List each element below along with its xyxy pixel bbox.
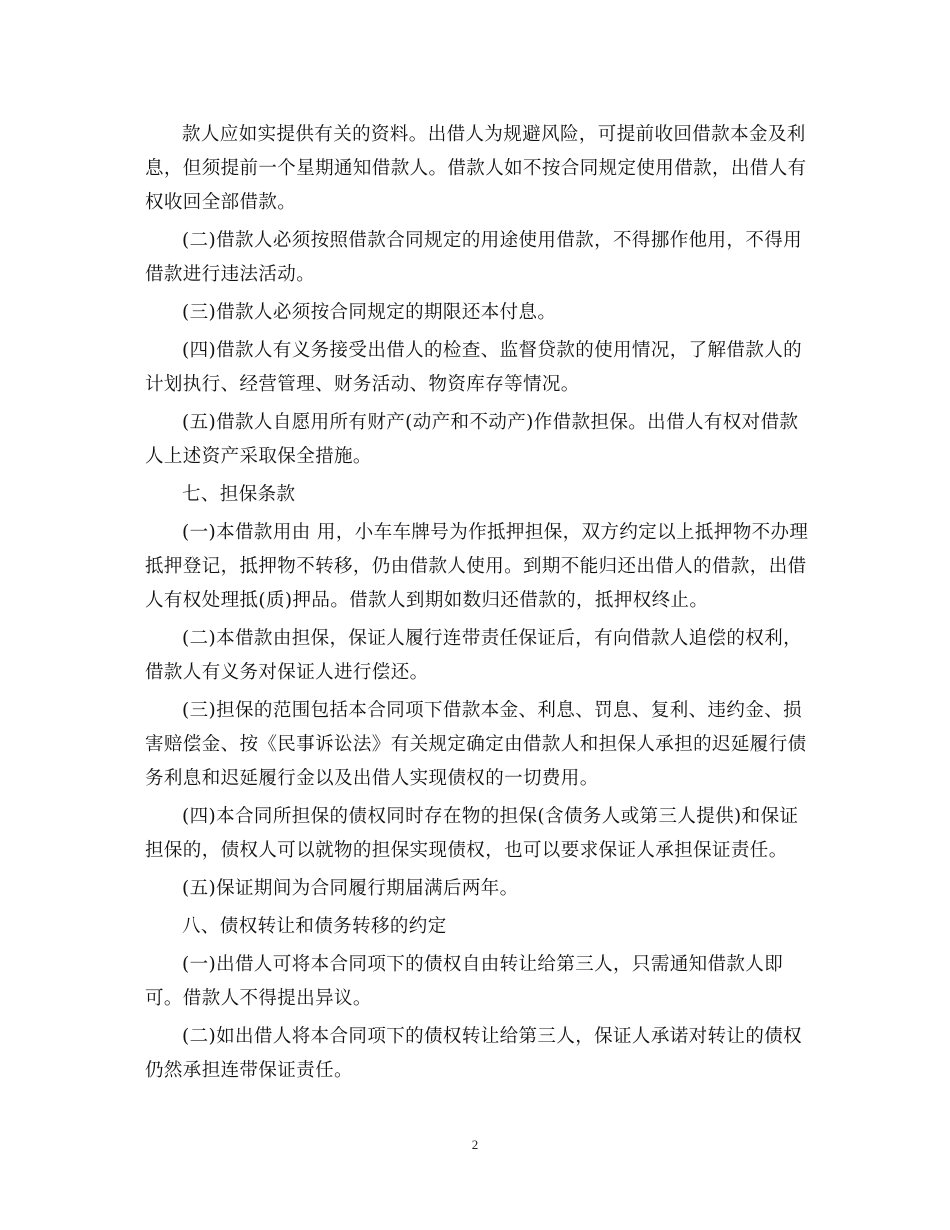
paragraph: (四)本合同所担保的债权同时存在物的担保(含债务人或第三人提供)和保证担保的，债权人可以就物的担保实现债权，也可以要求保证人承担保证责任。 bbox=[145, 806, 799, 861]
paragraph: (二)如出借人将本合同项下的债权转让给第三人，保证人承诺对转让的债权仍然承担连带保证责任。 bbox=[145, 1026, 803, 1081]
paragraph: (一)本借款用由 用，小车车牌号为作抵押担保，双方约定以上抵押物不办理抵押登记，抵押物不转移，仍由借款人使用。到期不能归还出借人的借款，出借人有权处理抵(质)押品。借款人到期如数归还借款的，抵押权终止。 bbox=[145, 522, 809, 611]
paragraph: (五)保证期间为合同履行期届满后两年。 bbox=[182, 878, 519, 899]
paragraph: (五)借款人自愿用所有财产(动产和不动产)作借款担保。出借人有权对借款人上述资产采取保全措施。 bbox=[145, 412, 799, 467]
page-number: 2 bbox=[471, 1137, 479, 1152]
paragraph: (二)本借款由担保，保证人履行连带责任保证后，有向借款人追偿的权利，借款人有义务对保证人进行偿还。 bbox=[145, 628, 803, 683]
paragraph: (一)出借人可将本合同项下的债权自由转让给第三人，只需通知借款人即可。借款人不得提出异议。 bbox=[145, 954, 784, 1009]
paragraph: (四)借款人有义务接受出借人的检查、监督贷款的使用情况，了解借款人的计划执行、经营管理、财务活动、物资库存等情况。 bbox=[145, 340, 803, 395]
document-body bbox=[145, 118, 810, 1092]
paragraph: (三)借款人必须按合同规定的期限还本付息。 bbox=[182, 302, 557, 323]
paragraph: (二)借款人必须按照借款合同规定的用途使用借款，不得挪作他用，不得用借款进行违法活动。 bbox=[145, 230, 803, 285]
paragraph: 款人应如实提供有关的资料。出借人为规避风险，可提前收回借款本金及利息，但须提前一个星期通知借款人。借款人如不按合同规定使用借款，出借人有权收回全部借款。 bbox=[145, 124, 807, 213]
section-heading: 七、担保条款 bbox=[182, 484, 296, 505]
paragraph: (三)担保的范围包括本合同项下借款本金、利息、罚息、复利、违约金、损害赔偿金、按《民事诉讼法》有关规定确定由借款人和担保人承担的迟延履行债务利息和迟延履行金以及出借人实现债权的一切费用。 bbox=[145, 700, 807, 789]
section-heading: 八、债权转让和债务转移的约定 bbox=[182, 916, 447, 937]
